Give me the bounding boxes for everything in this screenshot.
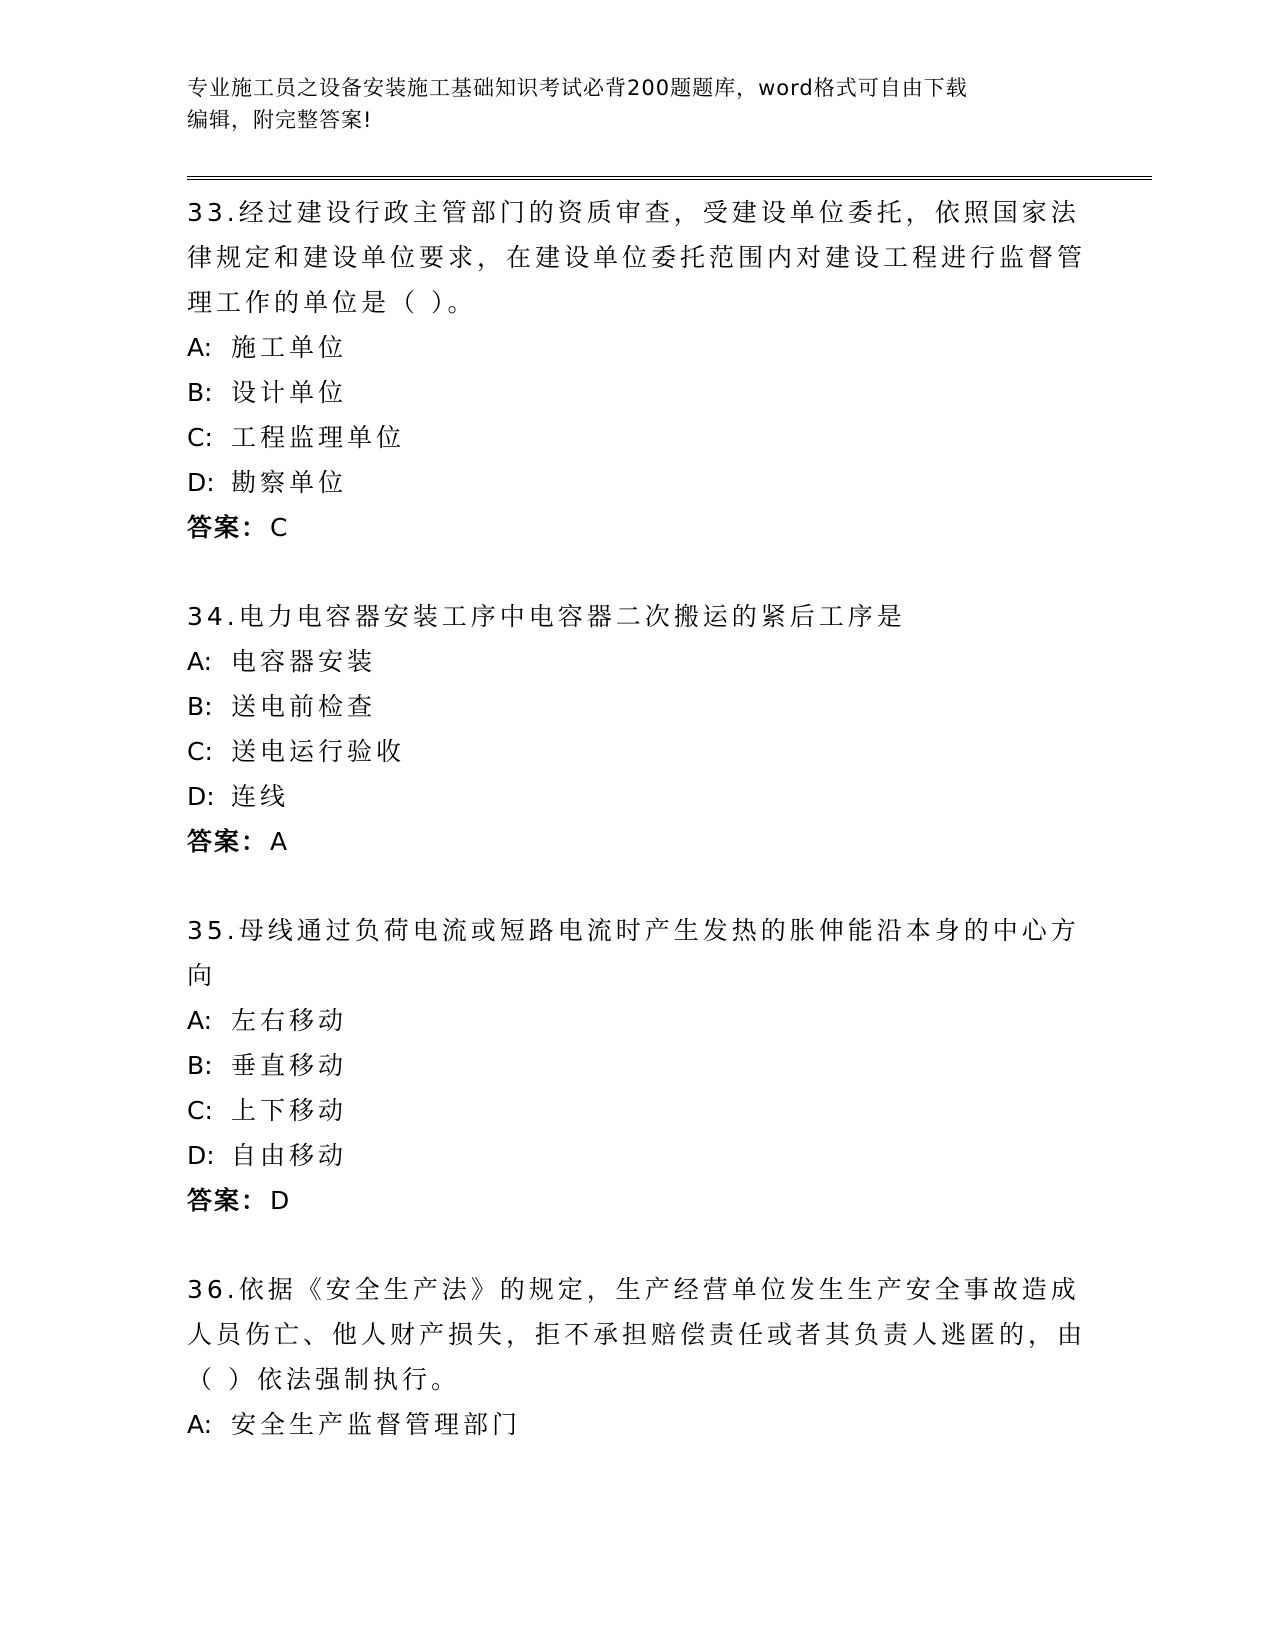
question-36 — [187, 1267, 1087, 1447]
question-text: 35.母线通过负荷电流或短路电流时产生发热的胀伸能沿本身的中心方向 — [187, 916, 1080, 990]
option-key: D: — [187, 468, 215, 497]
option-a — [187, 998, 1087, 1043]
question-34 — [187, 594, 1087, 864]
option-key: A: — [187, 647, 213, 676]
option-key: B: — [187, 378, 213, 407]
option-key: A: — [187, 333, 213, 362]
question-33 — [187, 190, 1087, 550]
option-text: 送电运行验收 — [231, 737, 406, 766]
option-a — [187, 325, 1087, 370]
option-b — [187, 1043, 1087, 1088]
option-key: A: — [187, 1410, 213, 1439]
answer-line — [187, 505, 1087, 550]
answer-label: 答案： — [187, 513, 269, 542]
option-text: 设计单位 — [231, 378, 348, 407]
header-title-line2: 编辑，附完整答案! — [187, 108, 373, 132]
option-c — [187, 1088, 1087, 1133]
option-text: 工程监理单位 — [231, 423, 406, 452]
header-double-rule — [187, 176, 1152, 180]
option-b — [187, 684, 1087, 729]
option-d — [187, 1133, 1087, 1178]
option-key: C: — [187, 737, 213, 766]
option-key: B: — [187, 1051, 213, 1080]
option-key: C: — [187, 423, 213, 452]
option-d — [187, 460, 1087, 505]
option-c — [187, 415, 1087, 460]
question-list — [187, 190, 1087, 1491]
option-key: C: — [187, 1096, 213, 1125]
header-title-line1: 专业施工员之设备安装施工基础知识考试必背200题题库，word格式可自由下载 — [187, 76, 968, 100]
option-key: A: — [187, 1006, 213, 1035]
option-text: 送电前检查 — [231, 692, 377, 721]
option-b — [187, 370, 1087, 415]
option-a — [187, 1402, 1087, 1447]
question-text: 36.依据《安全生产法》的规定，生产经营单位发生生产安全事故造成人员伤亡、他人财产损失，拒不承担赔偿责任或者其负责人逃匿的，由（ ）依法强制执行。 — [187, 1275, 1087, 1394]
option-text: 勘察单位 — [231, 468, 348, 497]
question-text: 33.经过建设行政主管部门的资质审查，受建设单位委托，依照国家法律规定和建设单位要求，在建设单位委托范围内对建设工程进行监督管理工作的单位是（ ）。 — [187, 198, 1087, 317]
option-text: 上下移动 — [231, 1096, 348, 1125]
answer-label: 答案： — [187, 1186, 269, 1215]
option-text: 垂直移动 — [231, 1051, 348, 1080]
option-key: D: — [187, 782, 215, 811]
option-text: 自由移动 — [231, 1141, 348, 1170]
option-text: 电容器安装 — [231, 647, 377, 676]
answer-line — [187, 1178, 1087, 1223]
option-text: 左右移动 — [231, 1006, 348, 1035]
option-d — [187, 774, 1087, 819]
answer-label: 答案： — [187, 827, 269, 856]
answer-value: D — [270, 1186, 290, 1215]
answer-value: C — [270, 513, 288, 542]
option-text: 安全生产监督管理部门 — [231, 1410, 522, 1439]
option-key: B: — [187, 692, 213, 721]
question-text: 34.电力电容器安装工序中电容器二次搬运的紧后工序是 — [187, 602, 906, 631]
option-key: D: — [187, 1141, 215, 1170]
option-c — [187, 729, 1087, 774]
answer-line — [187, 819, 1087, 864]
answer-value: A — [270, 827, 288, 856]
option-text: 连线 — [231, 782, 290, 811]
option-a — [187, 639, 1087, 684]
question-35 — [187, 908, 1087, 1223]
page-header — [187, 72, 1087, 136]
option-text: 施工单位 — [231, 333, 348, 362]
